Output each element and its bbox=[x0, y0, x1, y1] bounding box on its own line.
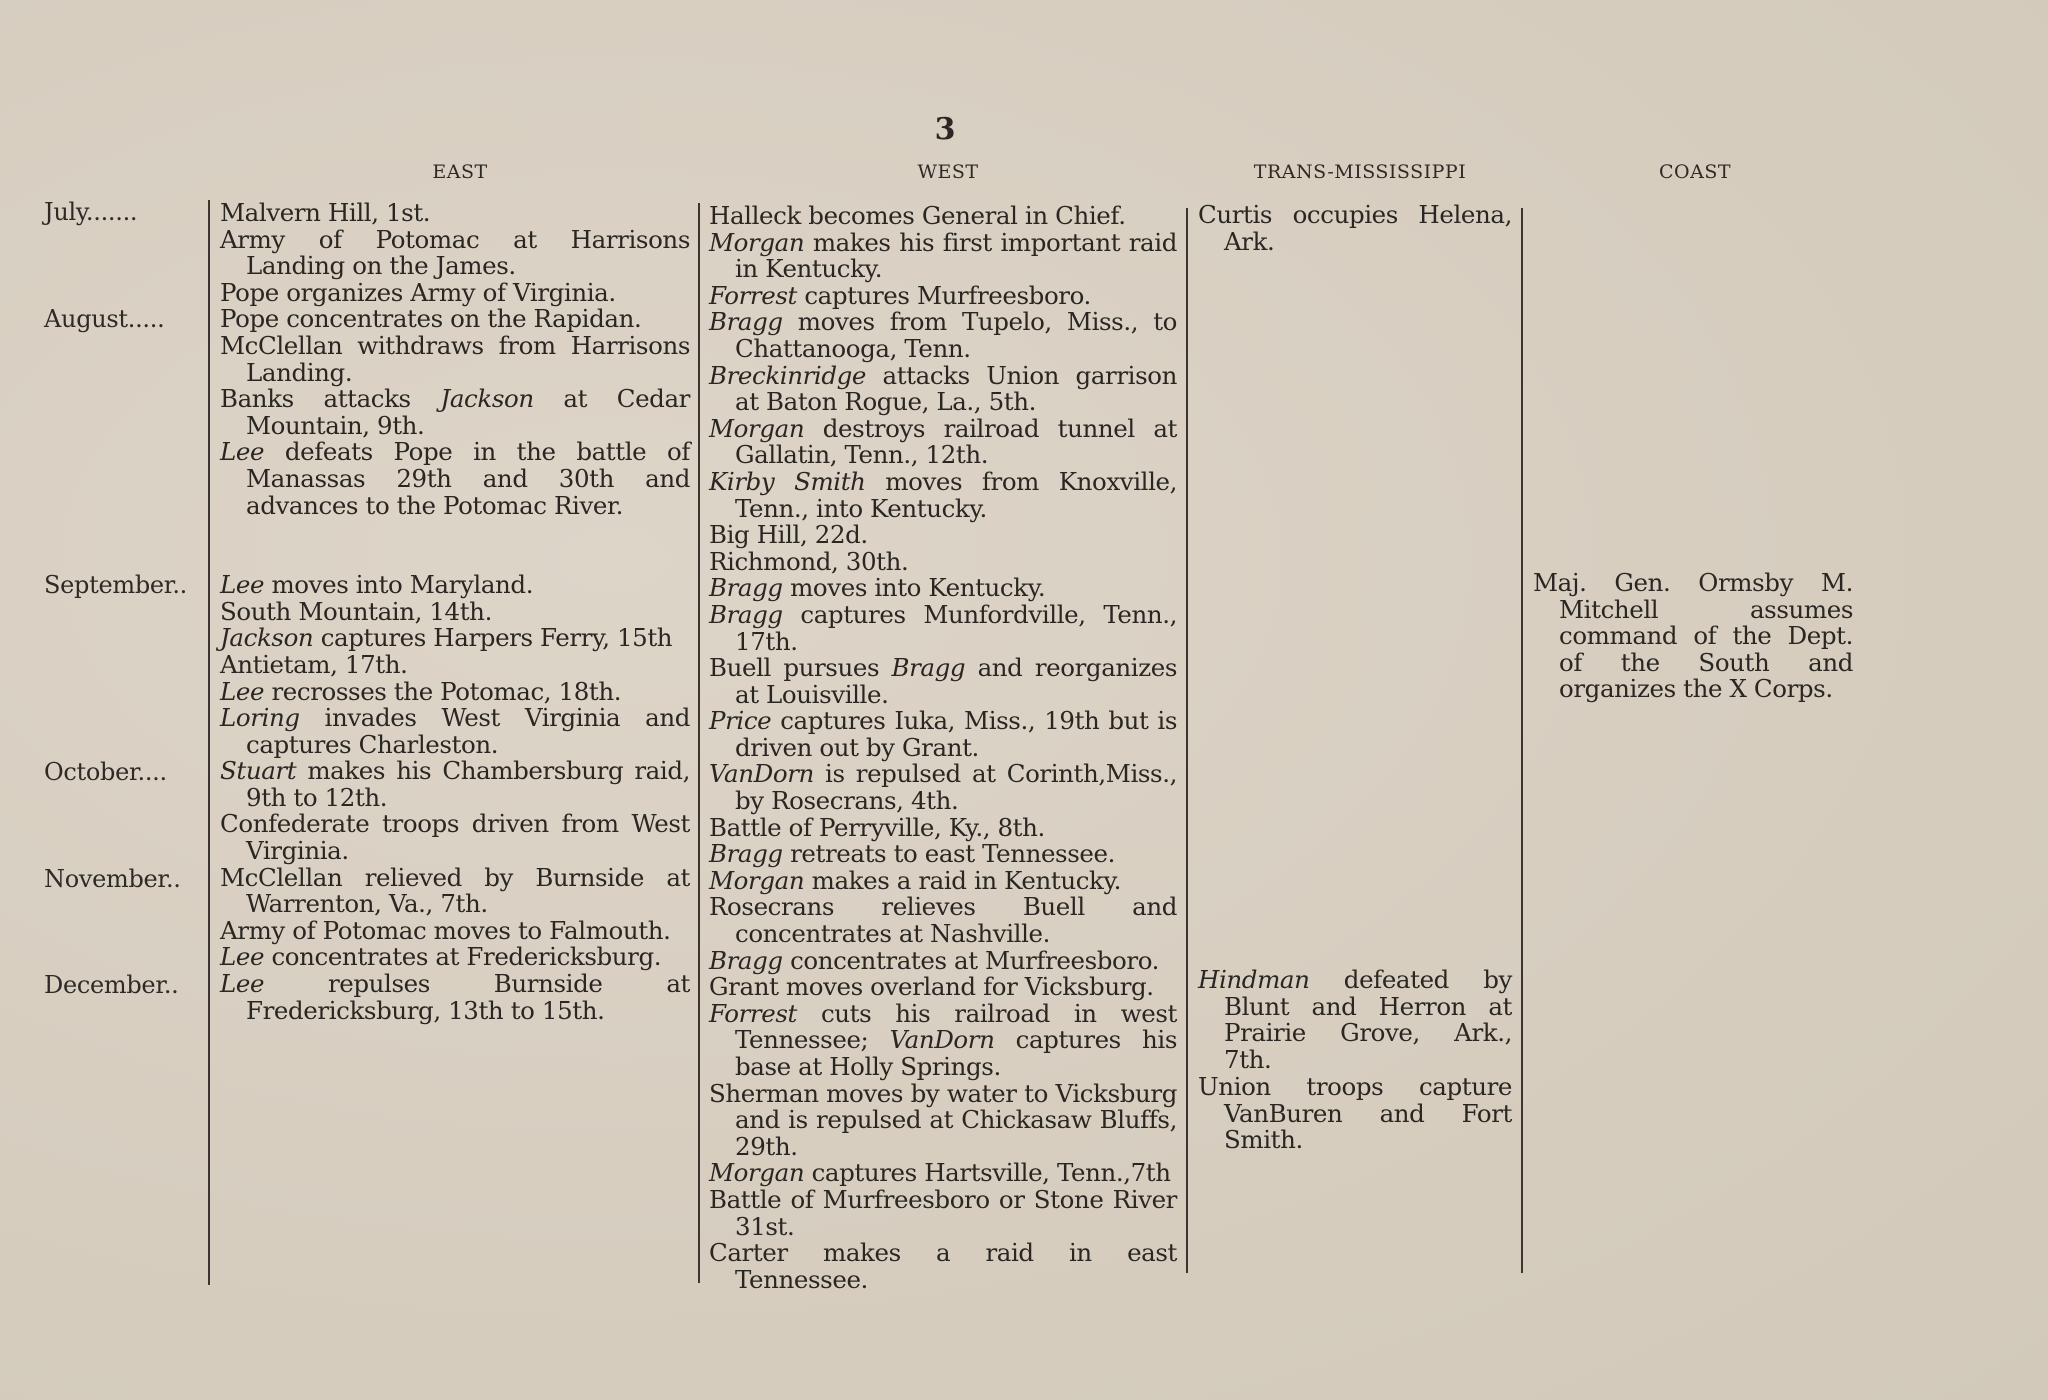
month-december: December.. bbox=[44, 971, 179, 999]
divider-trans-coast bbox=[1521, 208, 1523, 1273]
west-entry: Forrest cuts his railroad in west Tennessee; VanDorn captures his base at Holly Springs. bbox=[709, 998, 1177, 1081]
east-entry: McClellan relieved by Burnside at Warrenton, Va., 7th. bbox=[220, 862, 690, 919]
month-september: September.. bbox=[44, 571, 187, 599]
west-column bbox=[709, 203, 1177, 1293]
east-entry: Lee defeats Pope in the battle of Manassas 29th and 30th and advances to the Potomac River. bbox=[220, 437, 690, 520]
west-entry: Bragg retreats to east Tennessee. bbox=[709, 839, 1115, 869]
east-entry: Lee recrosses the Potomac, 18th. bbox=[220, 676, 622, 706]
east-entry: Lee repulses Burnside at Fredericksburg, 13th to 15th. bbox=[220, 969, 690, 1025]
header-east: EAST bbox=[432, 161, 488, 183]
east-entry: McClellan withdraws from Harrisons Landing. bbox=[220, 330, 690, 387]
west-entry: Kirby Smith moves from Knoxville, Tenn., into Kentucky. bbox=[709, 466, 1177, 523]
west-entry: Buell pursues Bragg and reorganizes at Louisville. bbox=[709, 653, 1177, 709]
east-entry: South Mountain, 14th. bbox=[220, 596, 492, 626]
west-entry: Carter makes a raid in east Tennessee. bbox=[709, 1238, 1177, 1294]
east-entry: Banks attacks Jackson at Cedar Mountain, 9th. bbox=[220, 384, 690, 440]
west-entry: Price captures Iuka, Miss., 19th but is driven out by Grant. bbox=[709, 706, 1177, 762]
east-column bbox=[220, 200, 690, 1024]
west-entry: Morgan destroys railroad tunnel at Gallatin, Tenn., 12th. bbox=[709, 413, 1177, 470]
west-entry: Bragg moves into Kentucky. bbox=[709, 573, 1046, 603]
month-august: August..... bbox=[44, 305, 165, 333]
divider-west-trans bbox=[1186, 208, 1188, 1273]
divider-east-west bbox=[698, 203, 700, 1283]
west-entry: Morgan makes his first important raid in Kentucky. bbox=[709, 227, 1177, 284]
west-entry: Sherman moves by water to Vicksburg and is repulsed at Chickasaw Bluffs, 29th. bbox=[709, 1078, 1177, 1161]
west-entry: Bragg captures Munfordville, Tenn., 17th. bbox=[709, 599, 1177, 656]
west-entry: Forrest captures Murfreesboro. bbox=[709, 280, 1091, 310]
east-entry: Lee moves into Maryland. bbox=[220, 570, 534, 600]
header-coast: COAST bbox=[1658, 161, 1732, 183]
east-entry: Pope organizes Army of Virginia. bbox=[220, 277, 616, 307]
trans-entry: Curtis occupies Helena, Ark. bbox=[1198, 200, 1512, 256]
west-entry: VanDorn is repulsed at Corinth,Miss., by Rosecrans, 4th. bbox=[709, 759, 1177, 816]
header-west: WEST bbox=[917, 161, 979, 183]
east-entry: Army of Potomac moves to Falmouth. bbox=[220, 915, 671, 945]
east-entry: Army of Potomac at Harrisons Landing on the James. bbox=[220, 224, 690, 281]
month-november: November.. bbox=[44, 865, 181, 893]
month-october: October.... bbox=[44, 758, 167, 786]
trans-entry: Union troops capture VanBuren and Fort Smith. bbox=[1198, 1072, 1512, 1155]
page-number: 3 bbox=[934, 112, 956, 147]
west-entry: Morgan makes a raid in Kentucky. bbox=[709, 865, 1122, 895]
west-entry: Breckinridge attacks Union garrison at Baton Rogue, La., 5th. bbox=[709, 360, 1177, 417]
trans-entry: Hindman defeated by Blunt and Herron at Prairie Grove, Ark., 7th. bbox=[1198, 965, 1512, 1074]
coast-entry: Maj. Gen. Ormsby M. Mitchell assumes command of the Dept. of the South and organizes the X Corps. bbox=[1533, 568, 1853, 704]
east-entry: Stuart makes his Chambersburg raid, 9th to 12th. bbox=[220, 756, 690, 812]
west-entry: Big Hill, 22d. bbox=[709, 520, 868, 550]
east-entry: Pope concentrates on the Rapidan. bbox=[220, 304, 642, 334]
divider-month-east bbox=[208, 200, 210, 1285]
east-entry: Antietam, 17th. bbox=[220, 649, 408, 679]
west-entry: Halleck becomes General in Chief. bbox=[709, 201, 1126, 230]
east-entry: Confederate troops driven from West Virginia. bbox=[220, 809, 690, 866]
west-entry: Battle of Murfreesboro or Stone River 31st. bbox=[709, 1184, 1177, 1241]
west-entry: Grant moves overland for Vicksburg. bbox=[709, 972, 1154, 1002]
west-entry: Rosecrans relieves Buell and concentrates at Nashville. bbox=[709, 892, 1177, 949]
west-entry: Battle of Perryville, Ky., 8th. bbox=[709, 812, 1045, 842]
west-entry: Morgan captures Hartsville, Tenn.,7th bbox=[709, 1158, 1171, 1188]
east-entry: Loring invades West Virginia and captures Charleston. bbox=[220, 703, 690, 759]
east-entry: Lee concentrates at Fredericksburg. bbox=[220, 942, 662, 972]
west-entry: Richmond, 30th. bbox=[709, 546, 909, 576]
east-entry: Jackson captures Harpers Ferry, 15th bbox=[220, 623, 673, 653]
west-entry: Bragg moves from Tupelo, Miss., to Chattanooga, Tenn. bbox=[709, 307, 1177, 363]
east-entry: Malvern Hill, 1st. bbox=[220, 198, 431, 227]
header-trans-mississippi: TRANS-MISSISSIPPI bbox=[1253, 161, 1467, 183]
month-july: July....... bbox=[44, 198, 138, 226]
west-entry: Bragg concentrates at Murfreesboro. bbox=[709, 945, 1160, 975]
